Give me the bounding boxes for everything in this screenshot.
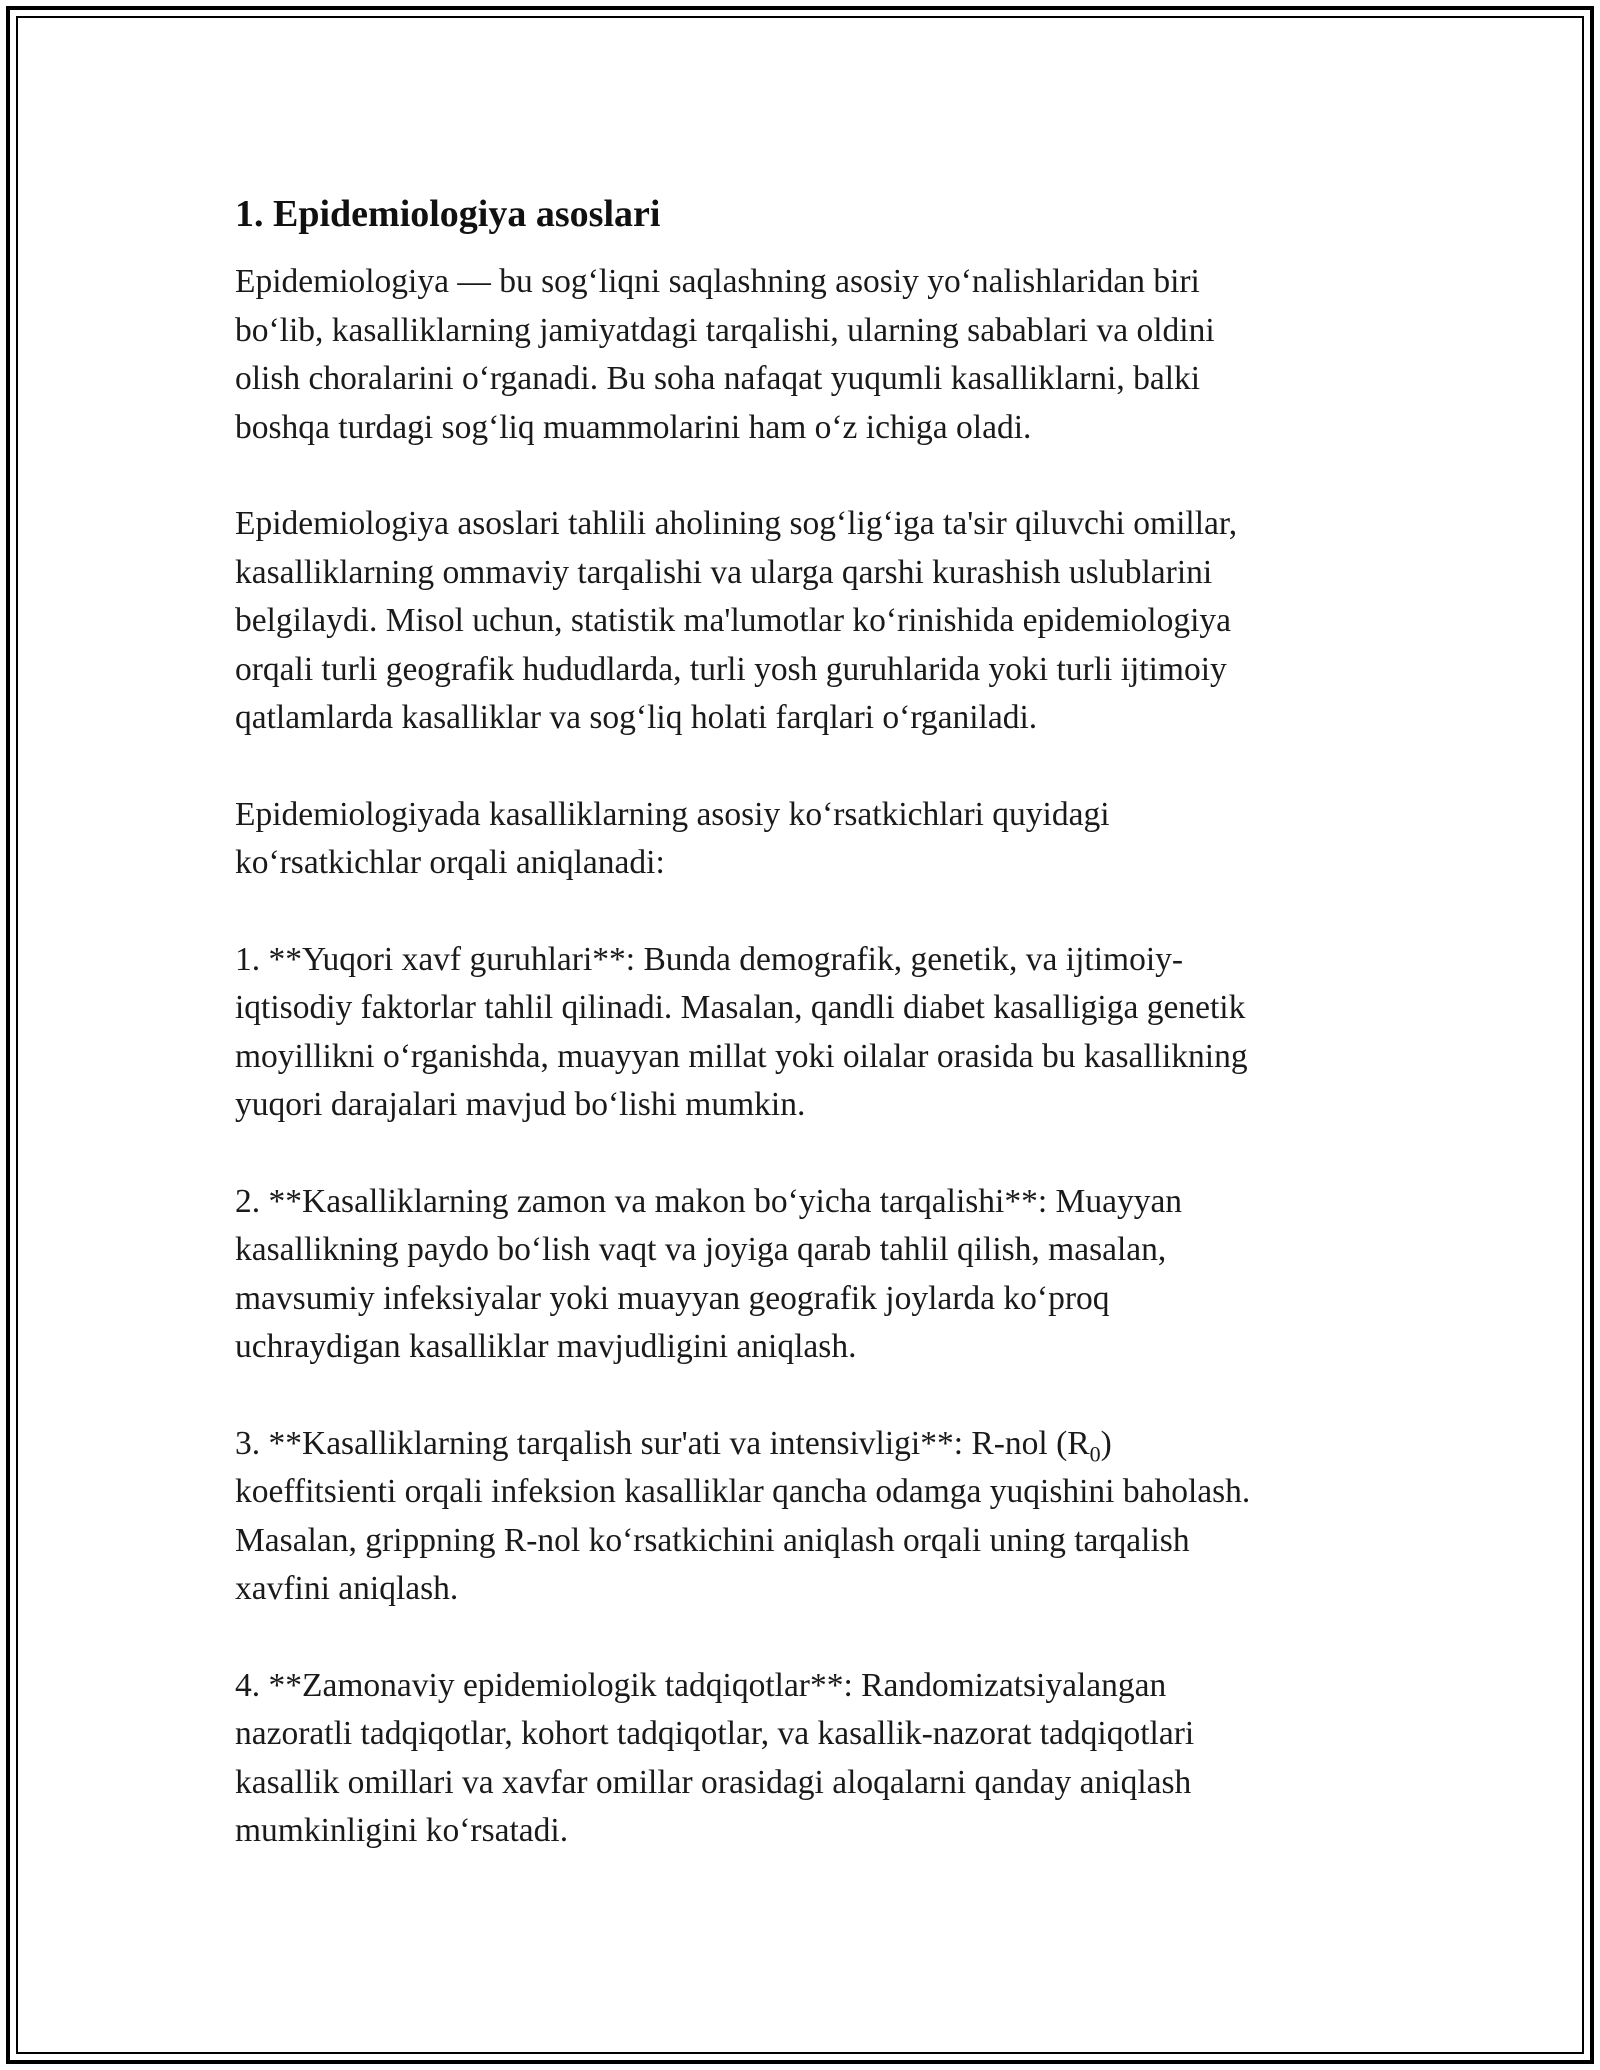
r0-subscript: 0	[1089, 1441, 1101, 1467]
list-item-3-text-b: ) koeffitsienti orqali infeksion kasalliklar qancha odamga yuqishini baholash. Masalan, grippning R-nol ko‘rsatkichini aniqlash orqali uning tarqalish xavfini aniqlash.	[235, 1424, 1251, 1607]
list-item-3-text-a: 3. **Kasalliklarning tarqalish sur'ati va intensivligi**: R-nol (R	[235, 1424, 1090, 1462]
paragraph-analysis: Epidemiologiya asoslari tahlili aholining sog‘lig‘iga ta'sir qiluvchi omillar, kasalliklarning ommaviy tarqalishi va ularga qarshi kurashish uslublarini belgilaydi. Misol uchun, statistik ma'lumotlar ko‘rinishida epidemiologiya orqali turli geografik hududlarda, turli yosh guruhlarida yoki turli ijtimoiy qatlamlarda kasalliklar va sog‘liq holati farqlari o‘rganiladi.	[235, 505, 1238, 736]
list-item-2: 2. **Kasalliklarning zamon va makon bo‘yicha tarqalishi**: Muayyan kasallikning paydo bo‘lish vaqt va joyiga qarab tahlil qilish, masalan, mavsumiy infeksiyalar yoki muayyan geografik joylarda ko‘proq uchraydigan kasalliklar mavjudligini aniqlash.	[235, 1182, 1183, 1365]
list-item-3	[235, 1420, 1365, 1614]
document-body	[235, 188, 1365, 1904]
section-heading: 1. Epidemiologiya asoslari	[235, 193, 661, 235]
paragraph-intro: Epidemiologiya — bu sog‘liqni saqlashning asosiy yo‘nalishlaridan biri bo‘lib, kasalliklarning jamiyatdagi tarqalishi, ularning sabablari va oldini olish choralarini o‘rganadi. Bu soha nafaqat yuqumli kasalliklarni, balki boshqa turdagi sog‘liq muammolarini ham o‘z ichiga oladi.	[235, 263, 1215, 446]
list-item-1: 1. **Yuqori xavf guruhlari**: Bunda demografik, genetik, va ijtimoiy- iqtisodiy faktorlar tahlil qilinadi. Masalan, qandli diabet kasalligiga genetik moyillikni o‘rganishda, muayyan millat yoki oilalar orasida bu kasallikning yuqori darajalari mavjud bo‘lishi mumkin.	[235, 940, 1248, 1123]
paragraph-indicators: Epidemiologiyada kasalliklarning asosiy ko‘rsatkichlari quyidagi ko‘rsatkichlar orqali aniqlanadi:	[235, 795, 1110, 881]
list-item-4: 4. **Zamonaviy epidemiologik tadqiqotlar**: Randomizatsiyalangan nazoratli tadqiqotlar, kohort tadqiqotlar, va kasallik-nazorat tadqiqotlari kasallik omillari va xavfar omillar orasidagi aloqalarni qanday aniqlash mumkinligini ko‘rsatadi.	[235, 1666, 1195, 1849]
